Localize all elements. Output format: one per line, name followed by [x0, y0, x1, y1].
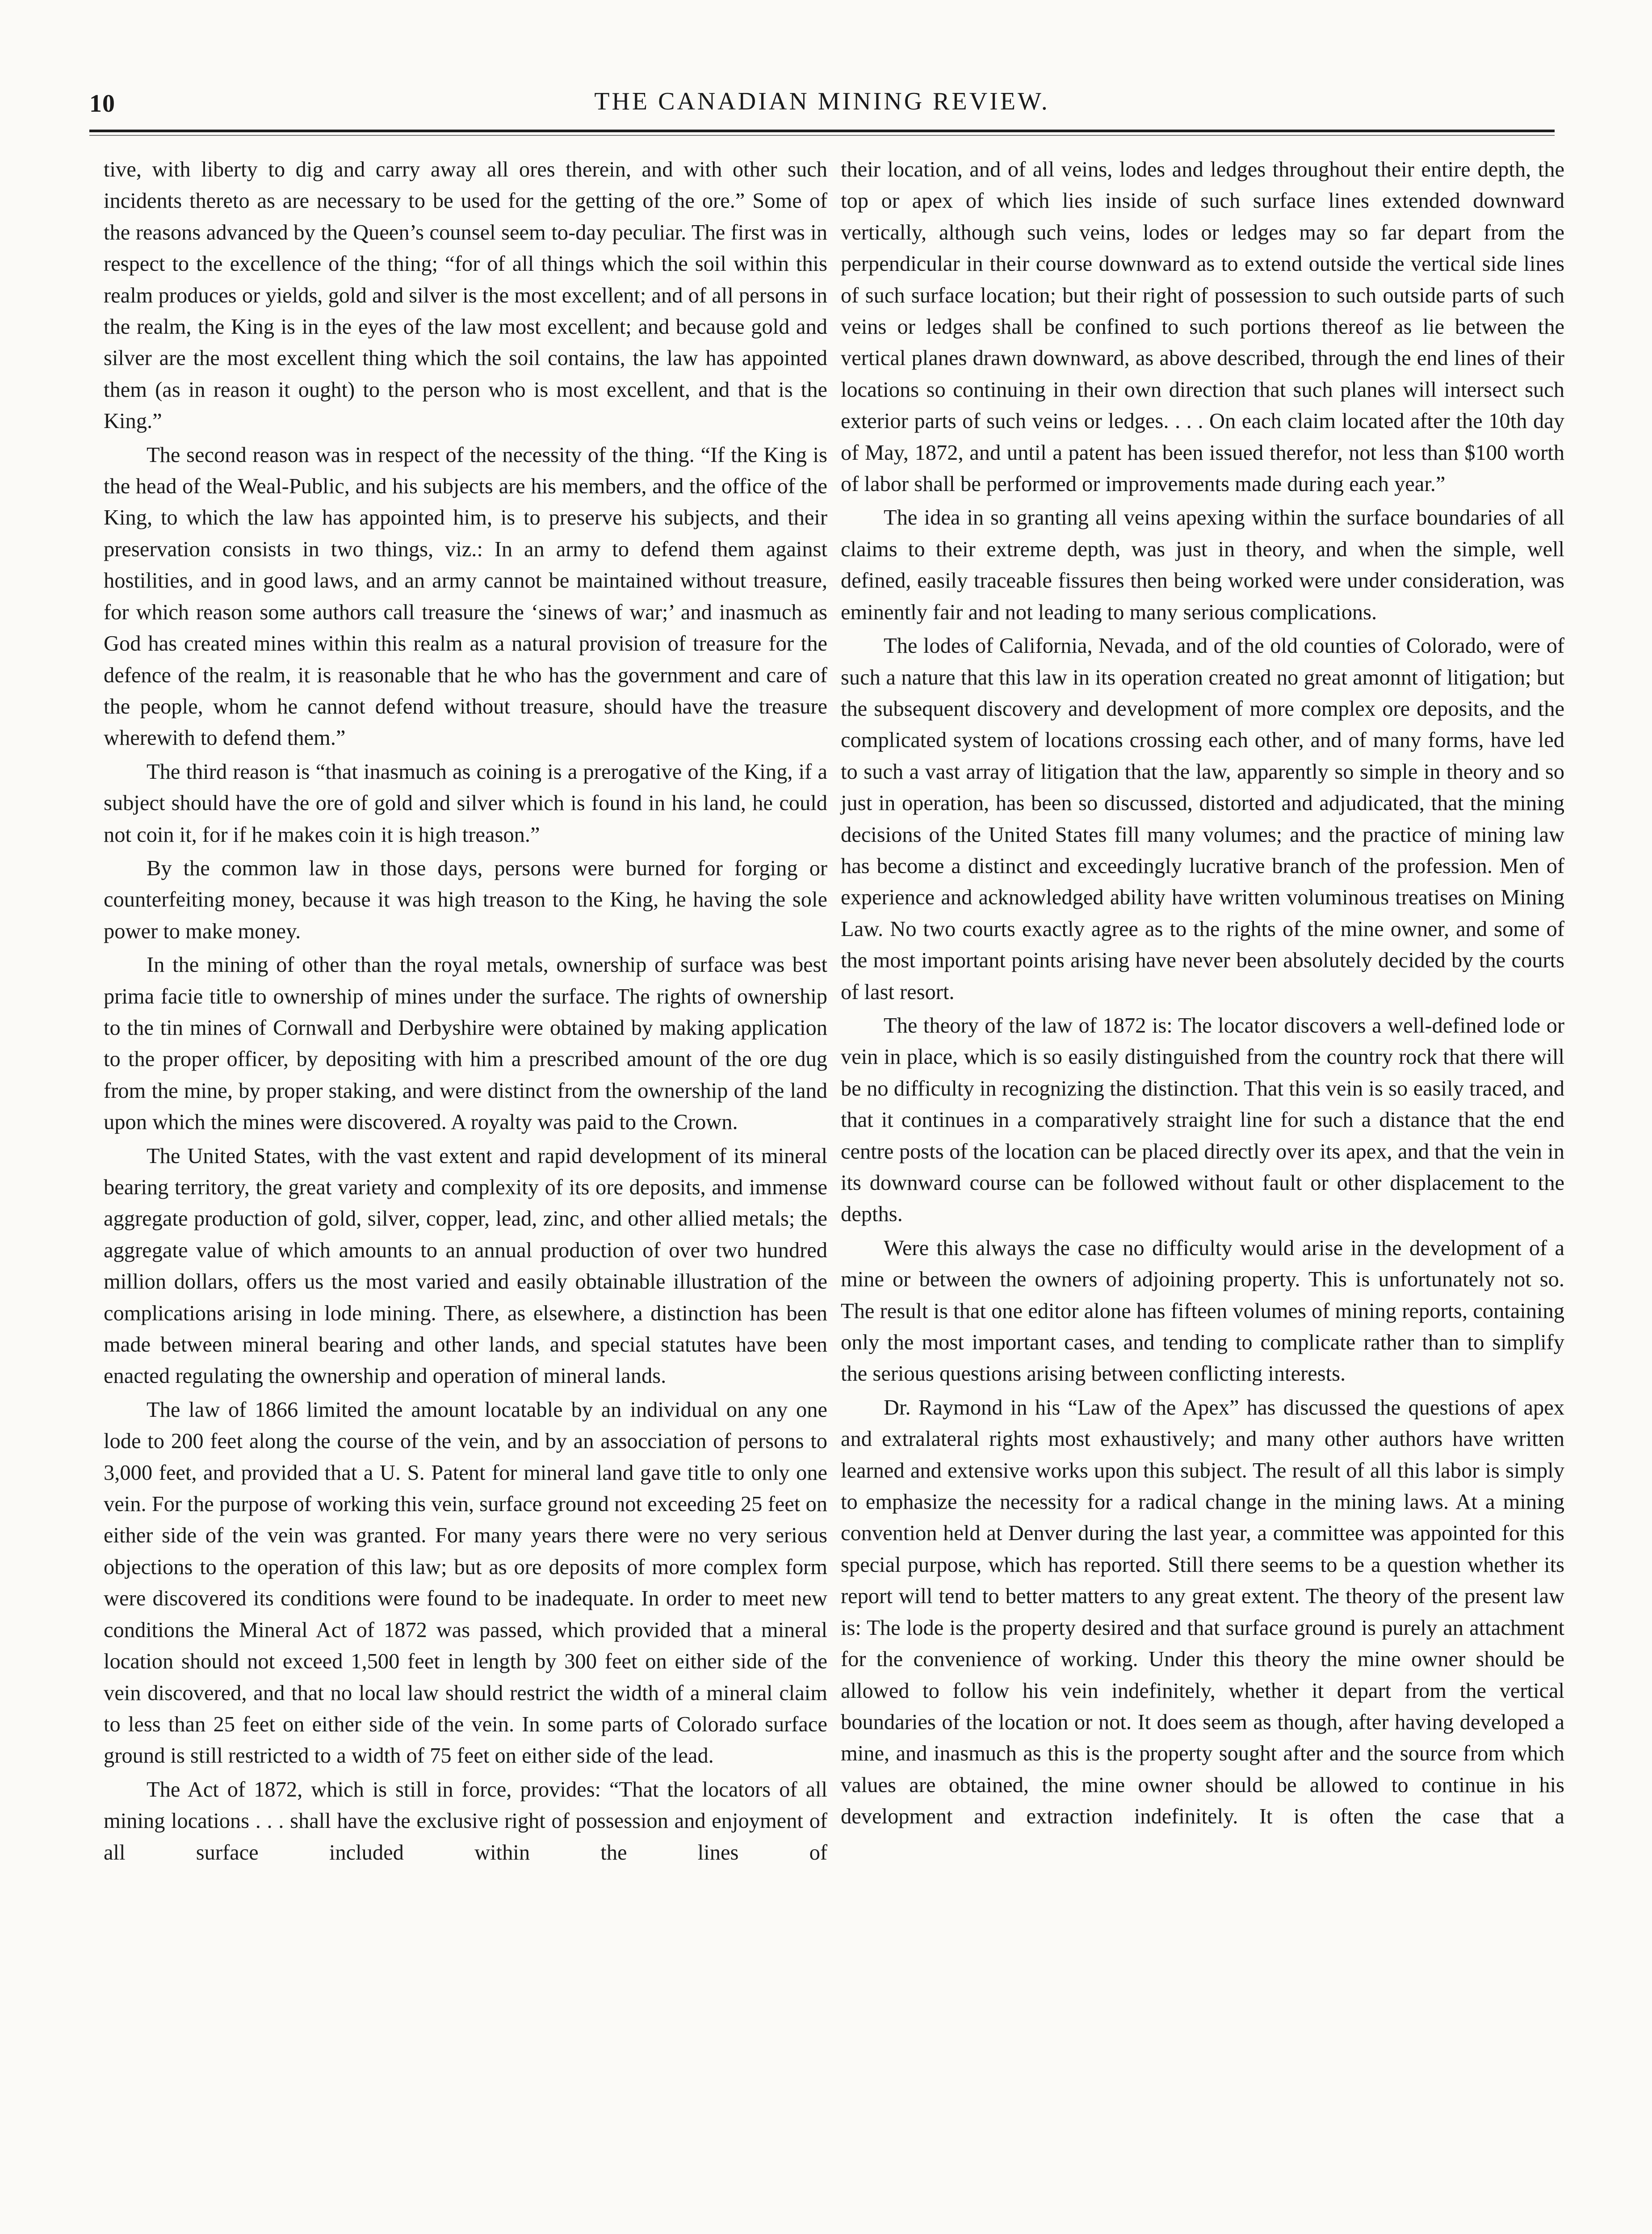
header-rule-secondary [89, 135, 1555, 136]
paragraph: The United States, with the vast extent and rapid development of its mineral bearing territory, the great variety and complexity of its ore deposits, and immense aggregate production of gold, silver, copper, lead, zinc, and other allied metals; the aggregate value of which amounts to an annual production of over two hundred million dollars, offers us the most varied and easily obtainable illustration of the complications arising in lode mining. There, as elsewhere, a distinction has been made between mineral bearing and other lands, and special statutes have been enacted regulating the ownership and operation of mineral lands. [104, 1144, 827, 1388]
left-column [104, 154, 827, 1871]
right-column [841, 154, 1564, 1835]
paragraph: The theory of the law of 1872 is: The locator discovers a well-defined lode or vein in place, which is so easily distinguished from the country rock that there will be no difficulty in recognizing the distinction. That this vein is so easily traced, and that it continues in a comparatively straight line for such a distance that the end centre posts of the location can be placed directly over its apex, and that the vein in its downward course can be followed without fault or other displacement to the depths. [841, 1013, 1564, 1226]
paragraph: The third reason is “that inasmuch as coining is a prerogative of the King, if a subject should have the ore of gold and silver which is found in his land, he could not coin it, for if he makes coin it is high treason.” [104, 760, 827, 847]
page-number: 10 [89, 90, 115, 118]
paragraph: their location, and of all veins, lodes and ledges throughout their entire depth, the top or apex of which lies inside of such surface lines extended downward vertically, although such veins, lodes or ledges may so far depart from the perpendicular in their course downward as to extend outside the vertical side lines of such surface location; but their right of possession to such outside parts of such veins or ledges shall be confined to such portions thereof as lie between the vertical planes drawn downward, as above described, through the end lines of their locations so continuing in their own direction that such planes will intersect such exterior parts of such veins or ledges. . . . On each claim located after the 10th day of May, 1872, and until a patent has been issued therefor, not less than $100 worth of labor shall be performed or improvements made during each year.” [841, 158, 1564, 496]
paragraph: The Act of 1872, which is still in force, provides: “That the locators of all mining locations . . . shall have the exclusive right of possession and enjoyment of all surface included within the lines of [104, 1777, 827, 1864]
page-header [89, 85, 1555, 125]
paragraph: The idea in so granting all veins apexing within the surface boundaries of all claims to their extreme depth, was just in theory, and when the simple, well defined, easily traceable fissures then being worked were under consideration, was eminently fair and not leading to many serious complications. [841, 506, 1564, 624]
header-rule [89, 130, 1555, 132]
paragraph: By the common law in those days, persons were burned for forging or counterfeiting money, because it was high treason to the King, he having the sole power to make money. [104, 856, 827, 943]
paragraph: Were this always the case no difficulty would arise in the development of a mine or between the owners of adjoining property. This is unfortunately not so. The result is that one editor alone has fifteen volumes of mining reports, containing only the most important cases, and tending to complicate rather than to simplify the serious questions arising between conflicting interests. [841, 1236, 1564, 1386]
paragraph: The law of 1866 limited the amount locatable by an individual on any one lode to 200 feet along the course of the vein, and by an assocciation of persons to 3,000 feet, and provided that a U. S. Patent for mineral land gave title to only one vein. For the purpose of working this vein, surface ground not exceeding 25 feet on either side of the vein was granted. For many years there were no very serious objections to the operation of this law; but as ore deposits of more complex form were discovered its conditions were found to be inadequate. In order to meet new conditions the Mineral Act of 1872 was passed, which provided that a mineral location should not exceed 1,500 feet in length by 300 feet on either side of the vein discovered, and that no local law should restrict the width of a mineral claim to less than 25 feet on either side of the vein. In some parts of Colorado surface ground is still restricted to a width of 75 feet on either side of the lead. [104, 1398, 827, 1768]
paragraph: tive, with liberty to dig and carry away all ores therein, and with other such incidents thereto as are necessary to be used for the getting of the ore.” Some of the reasons advanced by the Queen’s counsel seem to-day peculiar. The first was in respect to the excellence of the thing; “for of all things which the soil within this realm produces or yields, gold and silver is the most excellent; and of all persons in the realm, the King is in the eyes of the law most excellent; and because gold and silver are the most excellent thing which the soil contains, the law has appointed them (as in reason it ought) to the person who is most excellent, and that is the King.” [104, 158, 827, 433]
paragraph: The second reason was in respect of the necessity of the thing. “If the King is the head of the Weal-Public, and his subjects are his members, and the office of the King, to which the law has appointed him, is to preserve his subjects, and their preservation consists in two things, viz.: In an army to defend them against hostilities, and in good laws, and an army cannot be maintained without treasure, for which reason some authors call treasure the ‘sinews of war;’ and inasmuch as God has created mines within this realm as a natural provision of treasure for the defence of the realm, it is reasonable that he who has the government and care of the people, whom he cannot defend without treasure, should have the treasure wherewith to defend them.” [104, 443, 827, 750]
paragraph: In the mining of other than the royal metals, ownership of surface was best prima facie title to ownership of mines under the surface. The rights of ownership to the tin mines of Cornwall and Derbyshire were obtained by making application to the proper officer, by depositing with him a prescribed amount of the ore dug from the mine, by proper staking, and were distinct from the ownership of the land upon which the mines were discovered. A royalty was paid to the Crown. [104, 953, 827, 1134]
paragraph: Dr. Raymond in his “Law of the Apex” has discussed the questions of apex and extralateral rights most exhaustively; and many other authors have written learned and extensive works upon this subject. The result of all this labor is simply to emphasize the necessity for a radical change in the mining laws. At a mining convention held at Denver during the last year, a committee was appointed for this special purpose, which has reported. Still there seems to be a question whether its report will tend to better matters to any great extent. The theory of the present law is: The lode is the property desired and that surface ground is purely an attachment for the convenience of working. Under this theory the mine owner should be allowed to follow his vein indefinitely, whether it depart from the vertical boundaries of the location or not. It does seem as though, after having developed a mine, and inasmuch as this is the property sought after and the source from which values are obtained, the mine owner should be allowed to continue in his development and extraction indefinitely. It is often the case that a [841, 1395, 1564, 1829]
paragraph: The lodes of California, Nevada, and of the old counties of Colorado, were of such a nature that this law in its operation created no great amonnt of litigation; but the subsequent discovery and development of more complex ore deposits, and the complicated system of locations crossing each other, and of many forms, have led to such a vast array of litigation that the law, apparently so simple in theory and so just in operation, has been so discussed, distorted and adjudicated, that the mining decisions of the United States fill many volumes; and the practice of mining law has become a distinct and exceedingly lucrative branch of the profession. Men of experience and acknowledged ability have written voluminous treatises on Mining Law. No two courts exactly agree as to the rights of the mine owner, and some of the most important points arising have never been absolutely decided by the courts of last resort. [841, 634, 1564, 1004]
publication-title: THE CANADIAN MINING REVIEW. [594, 88, 1050, 115]
